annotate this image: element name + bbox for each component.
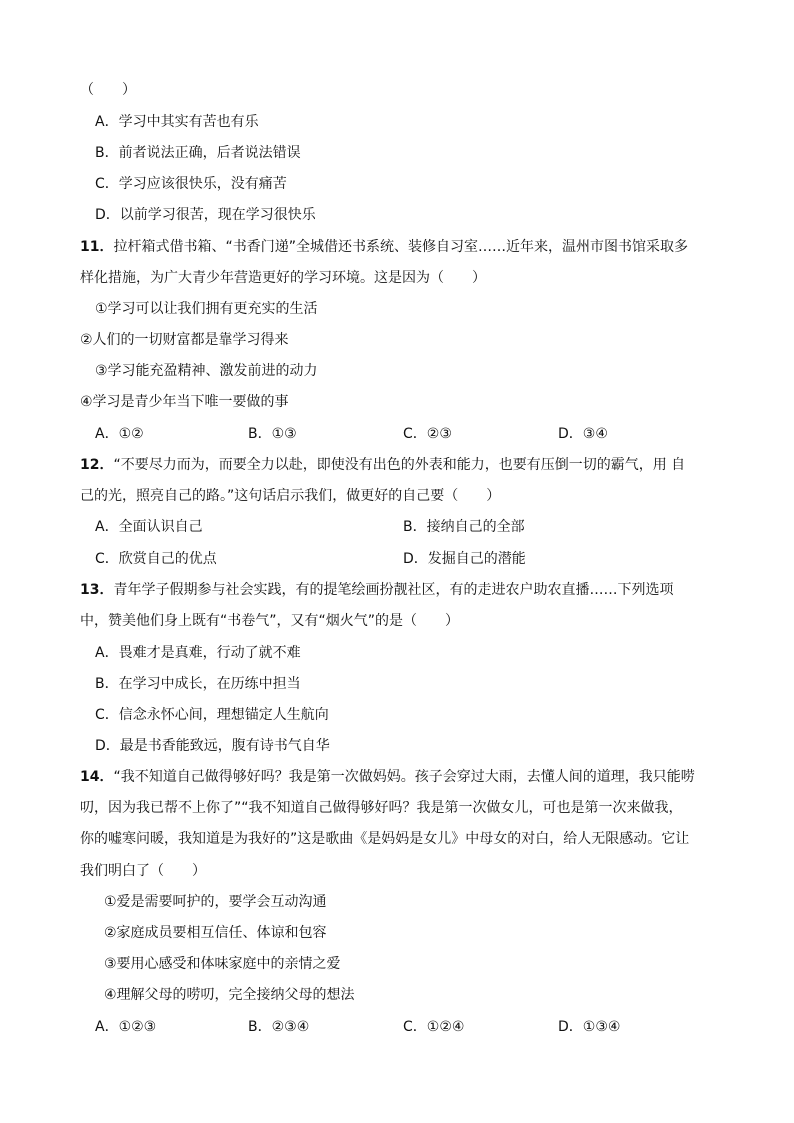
q13-option-d: D．最是书香能致远，腹有诗书气自华 <box>95 738 330 754</box>
q11-option-d: D．③④ <box>558 426 608 442</box>
q13-stem-line1: 13．青年学子假期参与社会实践，有的提笔绘画扮靓社区，有的走进农户助农直播……下列选项 <box>80 582 674 598</box>
q10-option-d: D．以前学习很苦，现在学习很快乐 <box>95 207 316 223</box>
q11-item-2: ②人们的一切财富都是靠学习得来 <box>80 332 289 348</box>
q14-stem-line1: 14．“我不知道自己做得够好吗？我是第一次做妈妈。孩子会穿过大雨，去懂人间的道理，我只能唠 <box>80 769 695 785</box>
q11-option-b: B．①③ <box>248 426 297 442</box>
q13-number: 13． <box>80 582 114 598</box>
q14-number: 14． <box>80 769 114 785</box>
q10-option-a: A．学习中其实有苦也有乐 <box>95 114 259 130</box>
q10-paren: （ ） <box>80 82 136 98</box>
q14-option-b: B．②③④ <box>248 1019 310 1035</box>
q13-option-b: B．在学习中成长，在历练中担当 <box>95 676 301 692</box>
q11-option-a: A．①② <box>95 426 144 442</box>
q10-option-c: C．学习应该很快乐，没有痛苦 <box>95 176 287 192</box>
q14-item-1: ①爱是需要呵护的，要学会互动沟通 <box>104 894 327 910</box>
q14-option-a: A．①②③ <box>95 1019 157 1035</box>
q13-option-a: A．畏难才是真难，行动了就不难 <box>95 645 301 661</box>
q12-option-d: D．发掘自己的潜能 <box>403 551 526 567</box>
q12-option-c: C．欣赏自己的优点 <box>95 551 217 567</box>
q14-stem-line2: 叨，因为我已帮不上你了”“我不知道自己做得够好吗？我是第一次做女儿，可也是第一次来做我， <box>80 800 683 816</box>
q11-option-c: C．②③ <box>403 426 452 442</box>
q10-option-b: B．前者说法正确，后者说法错误 <box>95 145 301 161</box>
q14-stem-line3: 你的嘘寒问暖，我知道是为我好的”这是歌曲《是妈妈是女儿》中母女的对白，给人无限感动。它让 <box>80 831 690 847</box>
q14-stem-line4: 我们明白了（ ） <box>80 863 206 879</box>
q14-item-2: ②家庭成员要相互信任、体谅和包容 <box>104 925 327 941</box>
q11-item-1: ①学习可以让我们拥有更充实的生活 <box>95 301 318 317</box>
q14-item-4: ④理解父母的唠叨，完全接纳父母的想法 <box>104 987 355 1003</box>
q12-option-a: A．全面认识自己 <box>95 519 203 535</box>
q11-stem-line1: 11．拉杆箱式借书箱、“书香门递”全城借还书系统、装修自习室……近年来，温州市图书馆采取多 <box>80 239 688 255</box>
q14-option-c: C．①②④ <box>403 1019 465 1035</box>
q11-stem-line2: 样化措施，为广大青少年营造更好的学习环境。这是因为（ ） <box>80 270 486 286</box>
q11-item-3: ③学习能充盈精神、激发前进的动力 <box>95 363 318 379</box>
q12-number: 12． <box>80 457 114 473</box>
q12-stem-line1: 12．“不要尽力而为，而要全力以赴，即使没有出色的外表和能力，也要有压倒一切的霸气，用 自 <box>80 457 686 473</box>
q12-option-b: B．接纳自己的全部 <box>403 519 525 535</box>
q14-option-d: D．①③④ <box>558 1019 621 1035</box>
q11-item-4: ④学习是青少年当下唯一要做的事 <box>80 394 289 410</box>
q11-number: 11． <box>80 239 114 255</box>
q12-stem-line2: 己的光，照亮自己的路。”这句话启示我们，做更好的自己要（ ） <box>80 488 501 504</box>
q13-stem-line2: 中，赞美他们身上既有“书卷气”，又有“烟火气”的是（ ） <box>80 613 460 629</box>
q13-option-c: C．信念永怀心间，理想锚定人生航向 <box>95 707 329 723</box>
q14-item-3: ③要用心感受和体味家庭中的亲情之爱 <box>104 956 341 972</box>
